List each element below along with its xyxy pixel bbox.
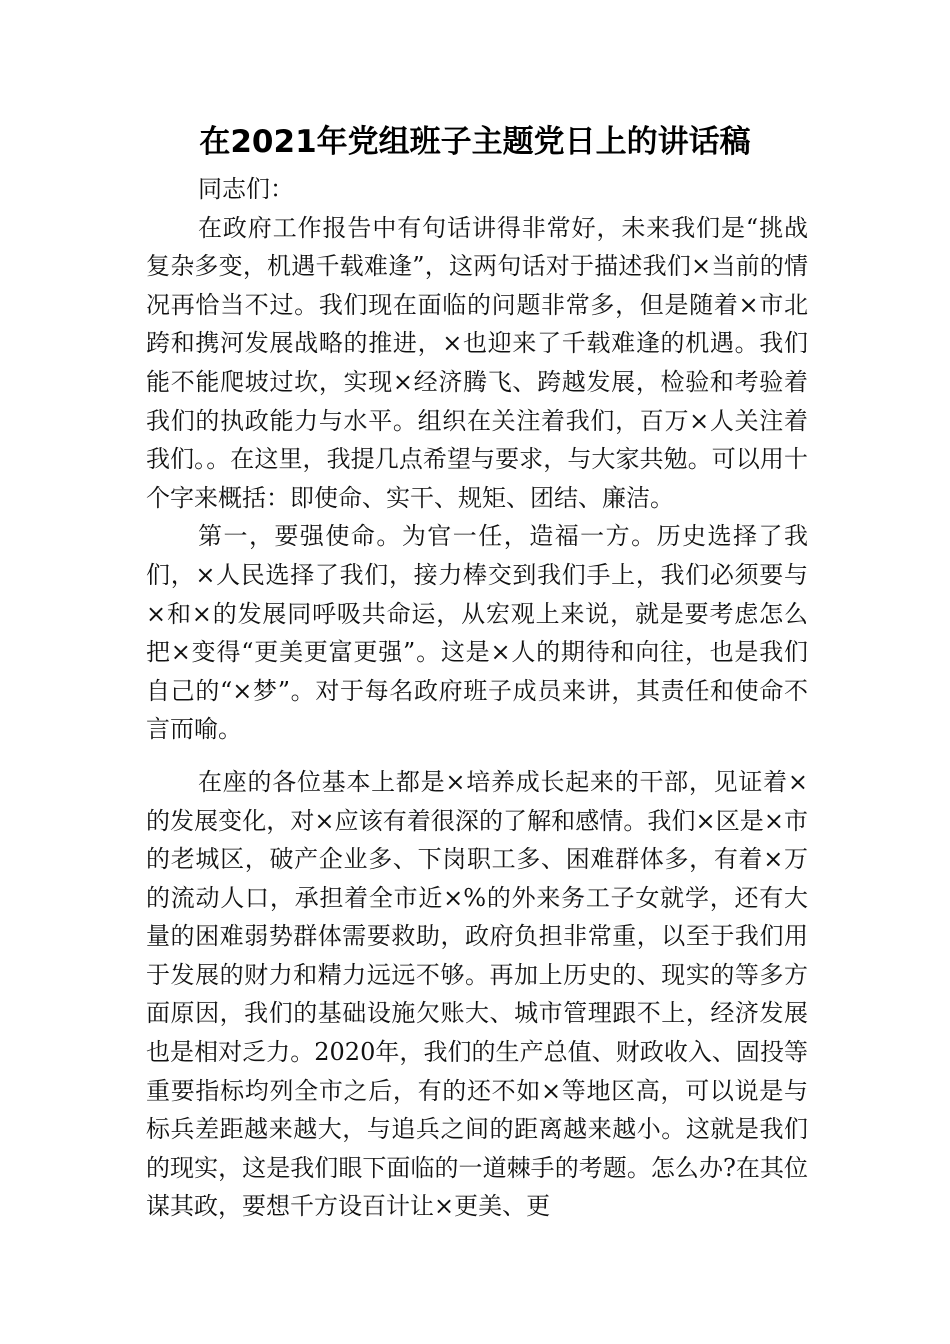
paragraph-situation: 在座的各位基本上都是×培养成长起来的干部，见证着×的发展变化，对×应该有着很深的了解和感情。我们×区是×市的老城区，破产企业多、下岗职工多、困难群体多，有着×万的流动人口，承担着全市近×%的外来务工子女就学，还有大量的困难弱势群体需要救助，政府负担非常重，以至于我们用于发展的财力和精力远远不够。再加上历史的、现实的等多方面原因，我们的基础设施欠账大、城市管理跟不上，经济发展也是相对乏力。2020年，我们的生产总值、财政收入、固投等重要指标均列全市之后，有的还不如×等地区高，可以说是与标兵差距越来越大，与追兵之间的距离越来越小。这就是我们的现实，这是我们眼下面临的一道棘手的考题。怎么办?在其位谋其政，要想千方设百计让×更美、更: [146, 767, 808, 1221]
paragraph-mission: 第一，要强使命。为官一任，造福一方。历史选择了我们，×人民选择了我们，接力棒交到我们手上，我们必须要与×和×的发展同呼吸共命运，从宏观上来说，就是要考虑怎么把×变得“更美更富更强”。这是×人的期待和向往，也是我们自己的“×梦”。对于每名政府班子成员来讲，其责任和使命不言而喻。: [146, 522, 808, 744]
document-body: [146, 170, 808, 1226]
paragraph-intro: 在政府工作报告中有句话讲得非常好，未来我们是“挑战复杂多变，机遇千载难逢”，这两句话对于描述我们×当前的情况再恰当不过。我们现在面临的问题非常多，但是随着×市北跨和携河发展战略的推进，×也迎来了千载难逢的机遇。我们能不能爬坡过坎，实现×经济腾飞、跨越发展，检验和考验着我们的执政能力与水平。组织在关注着我们，百万×人关注着我们。。在这里，我提几点希望与要求，与大家共勉。可以用十个字来概括：即使命、实干、规矩、团结、廉洁。: [146, 213, 808, 512]
document-title: 在2021年党组班子主题党日上的讲话稿: [199, 124, 751, 160]
paragraph-salutation: 同志们：: [198, 175, 294, 203]
